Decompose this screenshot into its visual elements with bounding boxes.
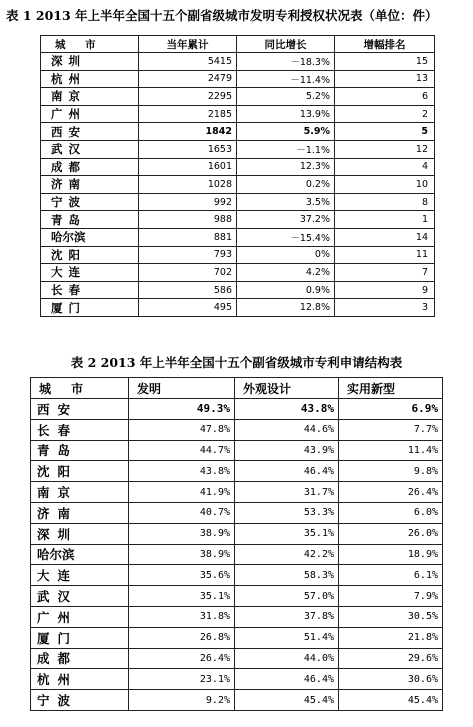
table2-row xyxy=(31,586,443,607)
table2-cell-utility: 21.8% xyxy=(339,627,443,648)
table2-cell-invention: 23.1% xyxy=(129,669,235,690)
table1-cell-city: 杭州 xyxy=(41,70,139,88)
table2-row xyxy=(31,565,443,586)
table2-cell-utility: 6.9% xyxy=(339,399,443,420)
table1-cell-total: 1028 xyxy=(139,176,237,194)
table2-cell-design: 45.4% xyxy=(235,690,339,711)
table2-cell-city: 青岛 xyxy=(31,440,129,461)
table1-cell-rank: 6 xyxy=(335,88,435,106)
table1-cell-city: 南京 xyxy=(41,88,139,106)
table1-row xyxy=(41,246,435,264)
table2-row xyxy=(31,648,443,669)
table2-cell-city: 广州 xyxy=(31,606,129,627)
table2-cell-utility: 18.9% xyxy=(339,544,443,565)
table2-cell-design: 46.4% xyxy=(235,461,339,482)
table2-cell-city: 沈阳 xyxy=(31,461,129,482)
table1-cell-city: 长春 xyxy=(41,281,139,299)
table1-cell-total: 1653 xyxy=(139,140,237,158)
table2-cell-city: 济南 xyxy=(31,502,129,523)
table1-row xyxy=(41,281,435,299)
table1-row xyxy=(41,228,435,246)
table2-cell-invention: 38.9% xyxy=(129,523,235,544)
table1-cell-total: 2295 xyxy=(139,88,237,106)
table2-cell-invention: 40.7% xyxy=(129,502,235,523)
table1-cell-growth: 12.8% xyxy=(237,299,335,317)
table1-caption: 表 1 2013 年上半年全国十五个副省级城市发明专利授权状况表（单位：件） xyxy=(6,8,438,23)
table2-row xyxy=(31,606,443,627)
table2-cell-utility: 7.7% xyxy=(339,419,443,440)
table2-cell-invention: 31.8% xyxy=(129,606,235,627)
table1-cell-growth: －11.4% xyxy=(237,70,335,88)
table2-header-design: 外观设计 xyxy=(235,378,339,399)
table1-cell-rank: 13 xyxy=(335,70,435,88)
table2-cell-city: 厦门 xyxy=(31,627,129,648)
table2-cell-utility: 26.4% xyxy=(339,482,443,503)
table1-cell-city: 成都 xyxy=(41,158,139,176)
table1-row xyxy=(41,211,435,229)
table2-caption: 表 2 2013 年上半年全国十五个副省级城市专利申请结构表 xyxy=(70,355,403,370)
table2-cell-invention: 44.7% xyxy=(129,440,235,461)
table2-row xyxy=(31,440,443,461)
table2-cell-design: 35.1% xyxy=(235,523,339,544)
table2-cell-design: 46.4% xyxy=(235,669,339,690)
table2-cell-utility: 45.4% xyxy=(339,690,443,711)
table2-row xyxy=(31,461,443,482)
table1-row xyxy=(41,264,435,282)
table2-row xyxy=(31,502,443,523)
table1-cell-rank: 1 xyxy=(335,211,435,229)
table2-cell-design: 43.9% xyxy=(235,440,339,461)
table1-cell-city: 广州 xyxy=(41,105,139,123)
table2-cell-invention: 9.2% xyxy=(129,690,235,711)
table1-cell-growth: －1.1% xyxy=(237,140,335,158)
table2-cell-utility: 26.0% xyxy=(339,523,443,544)
table1-row xyxy=(41,193,435,211)
table1-row xyxy=(41,123,435,141)
table1-cell-total: 495 xyxy=(139,299,237,317)
table1-cell-city: 大连 xyxy=(41,264,139,282)
table1-row xyxy=(41,53,435,71)
table1-cell-total: 988 xyxy=(139,211,237,229)
table1-cell-growth: －18.3% xyxy=(237,53,335,71)
table1-cell-city: 宁波 xyxy=(41,193,139,211)
table1-cell-growth: 0.2% xyxy=(237,176,335,194)
table2-row xyxy=(31,669,443,690)
table2-cell-invention: 49.3% xyxy=(129,399,235,420)
table2-cell-design: 44.6% xyxy=(235,419,339,440)
table2-row xyxy=(31,627,443,648)
table2-cell-utility: 7.9% xyxy=(339,586,443,607)
table1-cell-total: 1601 xyxy=(139,158,237,176)
table1-header-rank: 增幅排名 xyxy=(335,36,435,53)
table2-cell-invention: 35.6% xyxy=(129,565,235,586)
table2-cell-city: 深圳 xyxy=(31,523,129,544)
table1-row xyxy=(41,299,435,317)
table1-header-city: 城 市 xyxy=(41,36,139,53)
table1-row xyxy=(41,70,435,88)
table2-cell-city: 成都 xyxy=(31,648,129,669)
table1-cell-total: 2185 xyxy=(139,105,237,123)
table1-cell-total: 992 xyxy=(139,193,237,211)
table2-cell-city: 西安 xyxy=(31,399,129,420)
table1-cell-city: 深圳 xyxy=(41,53,139,71)
table2-cell-design: 53.3% xyxy=(235,502,339,523)
table1-cell-city: 沈阳 xyxy=(41,246,139,264)
table1-cell-total: 793 xyxy=(139,246,237,264)
table1-row xyxy=(41,176,435,194)
table1-cell-city: 青岛 xyxy=(41,211,139,229)
table1-cell-rank: 9 xyxy=(335,281,435,299)
table1-cell-growth: 37.2% xyxy=(237,211,335,229)
table2-cell-design: 57.0% xyxy=(235,586,339,607)
table1-cell-growth: 5.9% xyxy=(237,123,335,141)
table1-cell-growth: －15.4% xyxy=(237,228,335,246)
table2-header-utility: 实用新型 xyxy=(339,378,443,399)
table2-cell-utility: 6.0% xyxy=(339,502,443,523)
table1-cell-rank: 8 xyxy=(335,193,435,211)
table2-row xyxy=(31,419,443,440)
table1-cell-city: 武汉 xyxy=(41,140,139,158)
table1-row xyxy=(41,105,435,123)
table1-row xyxy=(41,140,435,158)
table2-header-city: 城 市 xyxy=(31,378,129,399)
table2-cell-invention: 41.9% xyxy=(129,482,235,503)
table2-cell-design: 44.0% xyxy=(235,648,339,669)
table1-cell-rank: 3 xyxy=(335,299,435,317)
table1-cell-growth: 0.9% xyxy=(237,281,335,299)
table1-cell-growth: 3.5% xyxy=(237,193,335,211)
table2-row xyxy=(31,523,443,544)
table2-cell-invention: 26.8% xyxy=(129,627,235,648)
table2-cell-utility: 6.1% xyxy=(339,565,443,586)
table2-row xyxy=(31,399,443,420)
table2-cell-invention: 26.4% xyxy=(129,648,235,669)
table2-cell-utility: 9.8% xyxy=(339,461,443,482)
table1-cell-growth: 4.2% xyxy=(237,264,335,282)
table1-header-total: 当年累计 xyxy=(139,36,237,53)
table1-cell-total: 5415 xyxy=(139,53,237,71)
table1-cell-rank: 12 xyxy=(335,140,435,158)
table1-cell-growth: 12.3% xyxy=(237,158,335,176)
table2-cell-design: 58.3% xyxy=(235,565,339,586)
table2-header-invention: 发明 xyxy=(129,378,235,399)
table1-row xyxy=(41,158,435,176)
table2-cell-design: 31.7% xyxy=(235,482,339,503)
table1-cell-growth: 13.9% xyxy=(237,105,335,123)
table2-cell-design: 42.2% xyxy=(235,544,339,565)
table1-cell-growth: 5.2% xyxy=(237,88,335,106)
table2-cell-invention: 38.9% xyxy=(129,544,235,565)
table2-cell-city: 大连 xyxy=(31,565,129,586)
table2-cell-city: 长春 xyxy=(31,419,129,440)
table1-cell-rank: 11 xyxy=(335,246,435,264)
table2-cell-utility: 29.6% xyxy=(339,648,443,669)
table2-row xyxy=(31,690,443,711)
table1-cell-rank: 2 xyxy=(335,105,435,123)
table2-cell-invention: 43.8% xyxy=(129,461,235,482)
table2-header-row xyxy=(31,378,443,399)
table2-cell-design: 51.4% xyxy=(235,627,339,648)
table2-cell-design: 37.8% xyxy=(235,606,339,627)
table1-header-row xyxy=(41,36,435,53)
table2-cell-city: 南京 xyxy=(31,482,129,503)
table2-row xyxy=(31,544,443,565)
table1-header-growth: 同比增长 xyxy=(237,36,335,53)
table1-cell-rank: 4 xyxy=(335,158,435,176)
table2-cell-city: 宁波 xyxy=(31,690,129,711)
table1-cell-city: 哈尔滨 xyxy=(41,228,139,246)
patent-grant-table xyxy=(40,35,435,317)
table2-cell-invention: 47.8% xyxy=(129,419,235,440)
table1-row xyxy=(41,88,435,106)
table1-cell-total: 2479 xyxy=(139,70,237,88)
table1-cell-total: 586 xyxy=(139,281,237,299)
table2-cell-design: 43.8% xyxy=(235,399,339,420)
table1-cell-rank: 7 xyxy=(335,264,435,282)
table1-cell-city: 西安 xyxy=(41,123,139,141)
table2-cell-invention: 35.1% xyxy=(129,586,235,607)
table2-cell-city: 杭州 xyxy=(31,669,129,690)
table2-cell-utility: 30.6% xyxy=(339,669,443,690)
table1-cell-total: 1842 xyxy=(139,123,237,141)
table1-cell-city: 济南 xyxy=(41,176,139,194)
table1-cell-rank: 5 xyxy=(335,123,435,141)
table2-cell-city: 武汉 xyxy=(31,586,129,607)
table1-cell-rank: 14 xyxy=(335,228,435,246)
table1-cell-total: 881 xyxy=(139,228,237,246)
table2-row xyxy=(31,482,443,503)
table1-cell-city: 厦门 xyxy=(41,299,139,317)
table1-cell-rank: 10 xyxy=(335,176,435,194)
table2-cell-utility: 11.4% xyxy=(339,440,443,461)
patent-application-structure-table xyxy=(30,377,443,711)
table1-cell-total: 702 xyxy=(139,264,237,282)
table2-cell-utility: 30.5% xyxy=(339,606,443,627)
table2-cell-city: 哈尔滨 xyxy=(31,544,129,565)
table1-cell-growth: 0% xyxy=(237,246,335,264)
table1-cell-rank: 15 xyxy=(335,53,435,71)
